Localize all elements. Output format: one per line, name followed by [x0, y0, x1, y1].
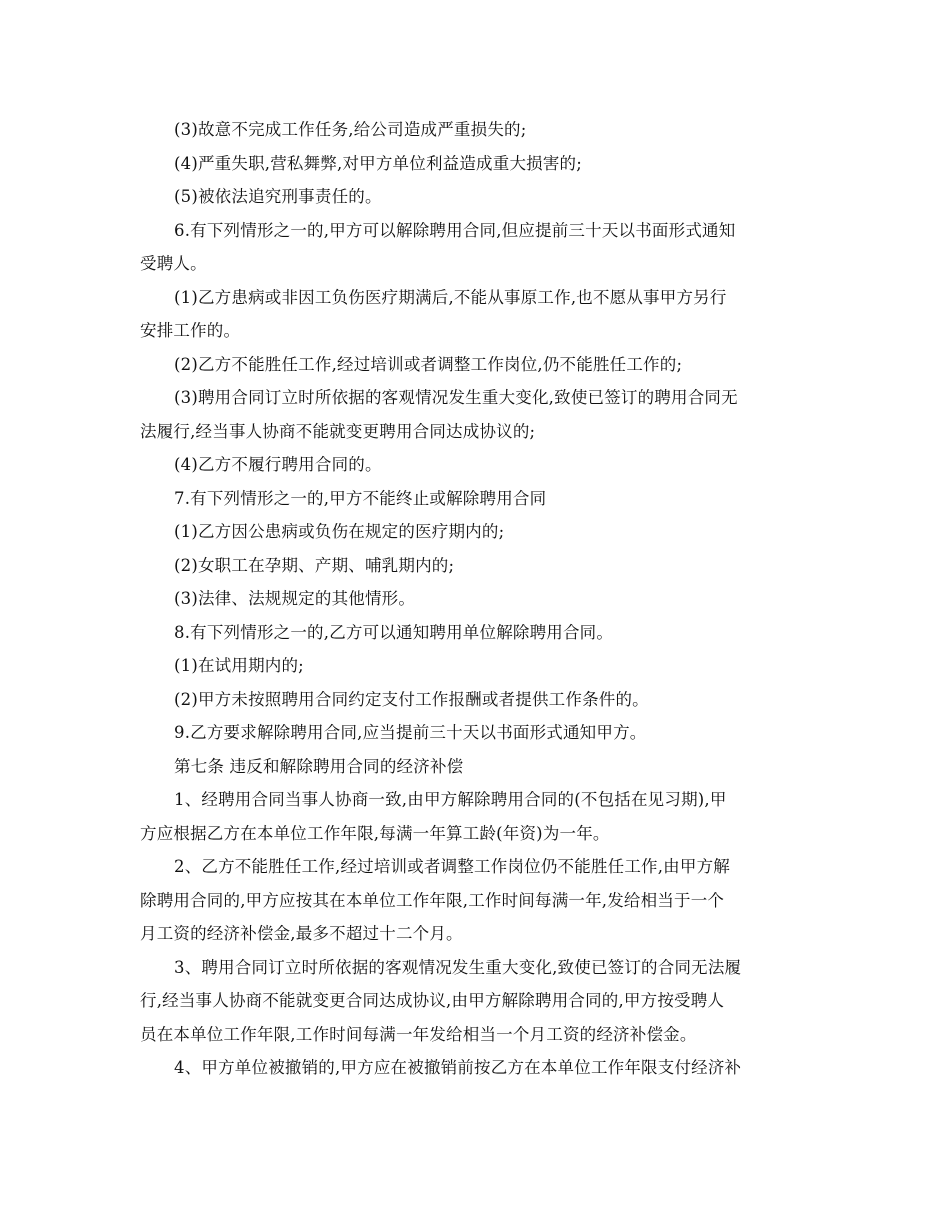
text-line: (1)在试用期内的; — [174, 656, 304, 675]
text-line: 1、经聘用合同当事人协商一致,由甲方解除聘用合同的(不包括在见习期),甲 — [174, 790, 727, 809]
text-line: 2、乙方不能胜任工作,经过培训或者调整工作岗位仍不能胜任工作,由甲方解 — [174, 857, 730, 876]
text-line: 6.有下列情形之一的,甲方可以解除聘用合同,但应提前三十天以书面形式通知 — [174, 220, 736, 240]
text-line: 3、聘用合同订立时所依据的客观情况发生重大变化,致使已签订的合同无法履 — [174, 957, 742, 977]
text-line: 员在本单位工作年限,工作时间每满一年发给相当一个月工资的经济补偿金。 — [140, 1024, 697, 1044]
text-line: 行,经当事人协商不能就变更合同达成协议,由甲方解除聘用合同的,甲方按受聘人 — [140, 991, 725, 1010]
text-line: 月工资的经济补偿金,最多不超过十二个月。 — [140, 924, 463, 943]
text-line: 7.有下列情形之一的,甲方不能终止或解除聘用合同 — [174, 488, 547, 508]
document-page — [140, 113, 812, 1085]
text-line: 法履行,经当事人协商不能就变更聘用合同达成协议的; — [140, 421, 536, 441]
text-line: (2)乙方不能胜任工作,经过培训或者调整工作岗位,仍不能胜任工作的; — [174, 354, 683, 374]
text-line: (1)乙方患病或非因工负伤医疗期满后,不能从事原工作,也不愿从事甲方另行 — [174, 287, 727, 307]
text-line: (5)被依法追究刑事责任的。 — [174, 187, 382, 206]
text-line: (4)严重失职,营私舞弊,对甲方单位利益造成重大损害的; — [174, 153, 583, 173]
text-line: (4)乙方不履行聘用合同的。 — [174, 455, 382, 474]
text-line: (2)甲方未按照聘用合同约定支付工作报酬或者提供工作条件的。 — [174, 689, 649, 709]
text-line: 9.乙方要求解除聘用合同,应当提前三十天以书面形式通知甲方。 — [174, 723, 647, 742]
text-line: 4、甲方单位被撤销的,甲方应在被撤销前按乙方在本单位工作年限支付经济补 — [174, 1058, 742, 1077]
text-line: (3)故意不完成工作任务,给公司造成严重损失的; — [174, 120, 527, 139]
text-line: 安排工作的。 — [140, 321, 241, 340]
text-line: 方应根据乙方在本单位工作年限,每满一年算工龄(年资)为一年。 — [140, 823, 610, 843]
text-line: 8.有下列情形之一的,乙方可以通知聘用单位解除聘用合同。 — [174, 622, 614, 642]
text-line: 第七条 违反和解除聘用合同的经济补偿 — [174, 756, 464, 776]
text-line: (1)乙方因公患病或负伤在规定的医疗期内的; — [174, 522, 505, 541]
text-line: (3)法律、法规规定的其他情形。 — [174, 589, 416, 608]
text-line: (2)女职工在孕期、产期、哺乳期内的; — [174, 555, 455, 575]
text-line: (3)聘用合同订立时所依据的客观情况发生重大变化,致使已签订的聘用合同无 — [174, 388, 738, 407]
text-line: 除聘用合同的,甲方应按其在本单位工作年限,工作时间每满一年,发给相当于一个 — [140, 890, 725, 910]
text-line: 受聘人。 — [140, 254, 207, 273]
